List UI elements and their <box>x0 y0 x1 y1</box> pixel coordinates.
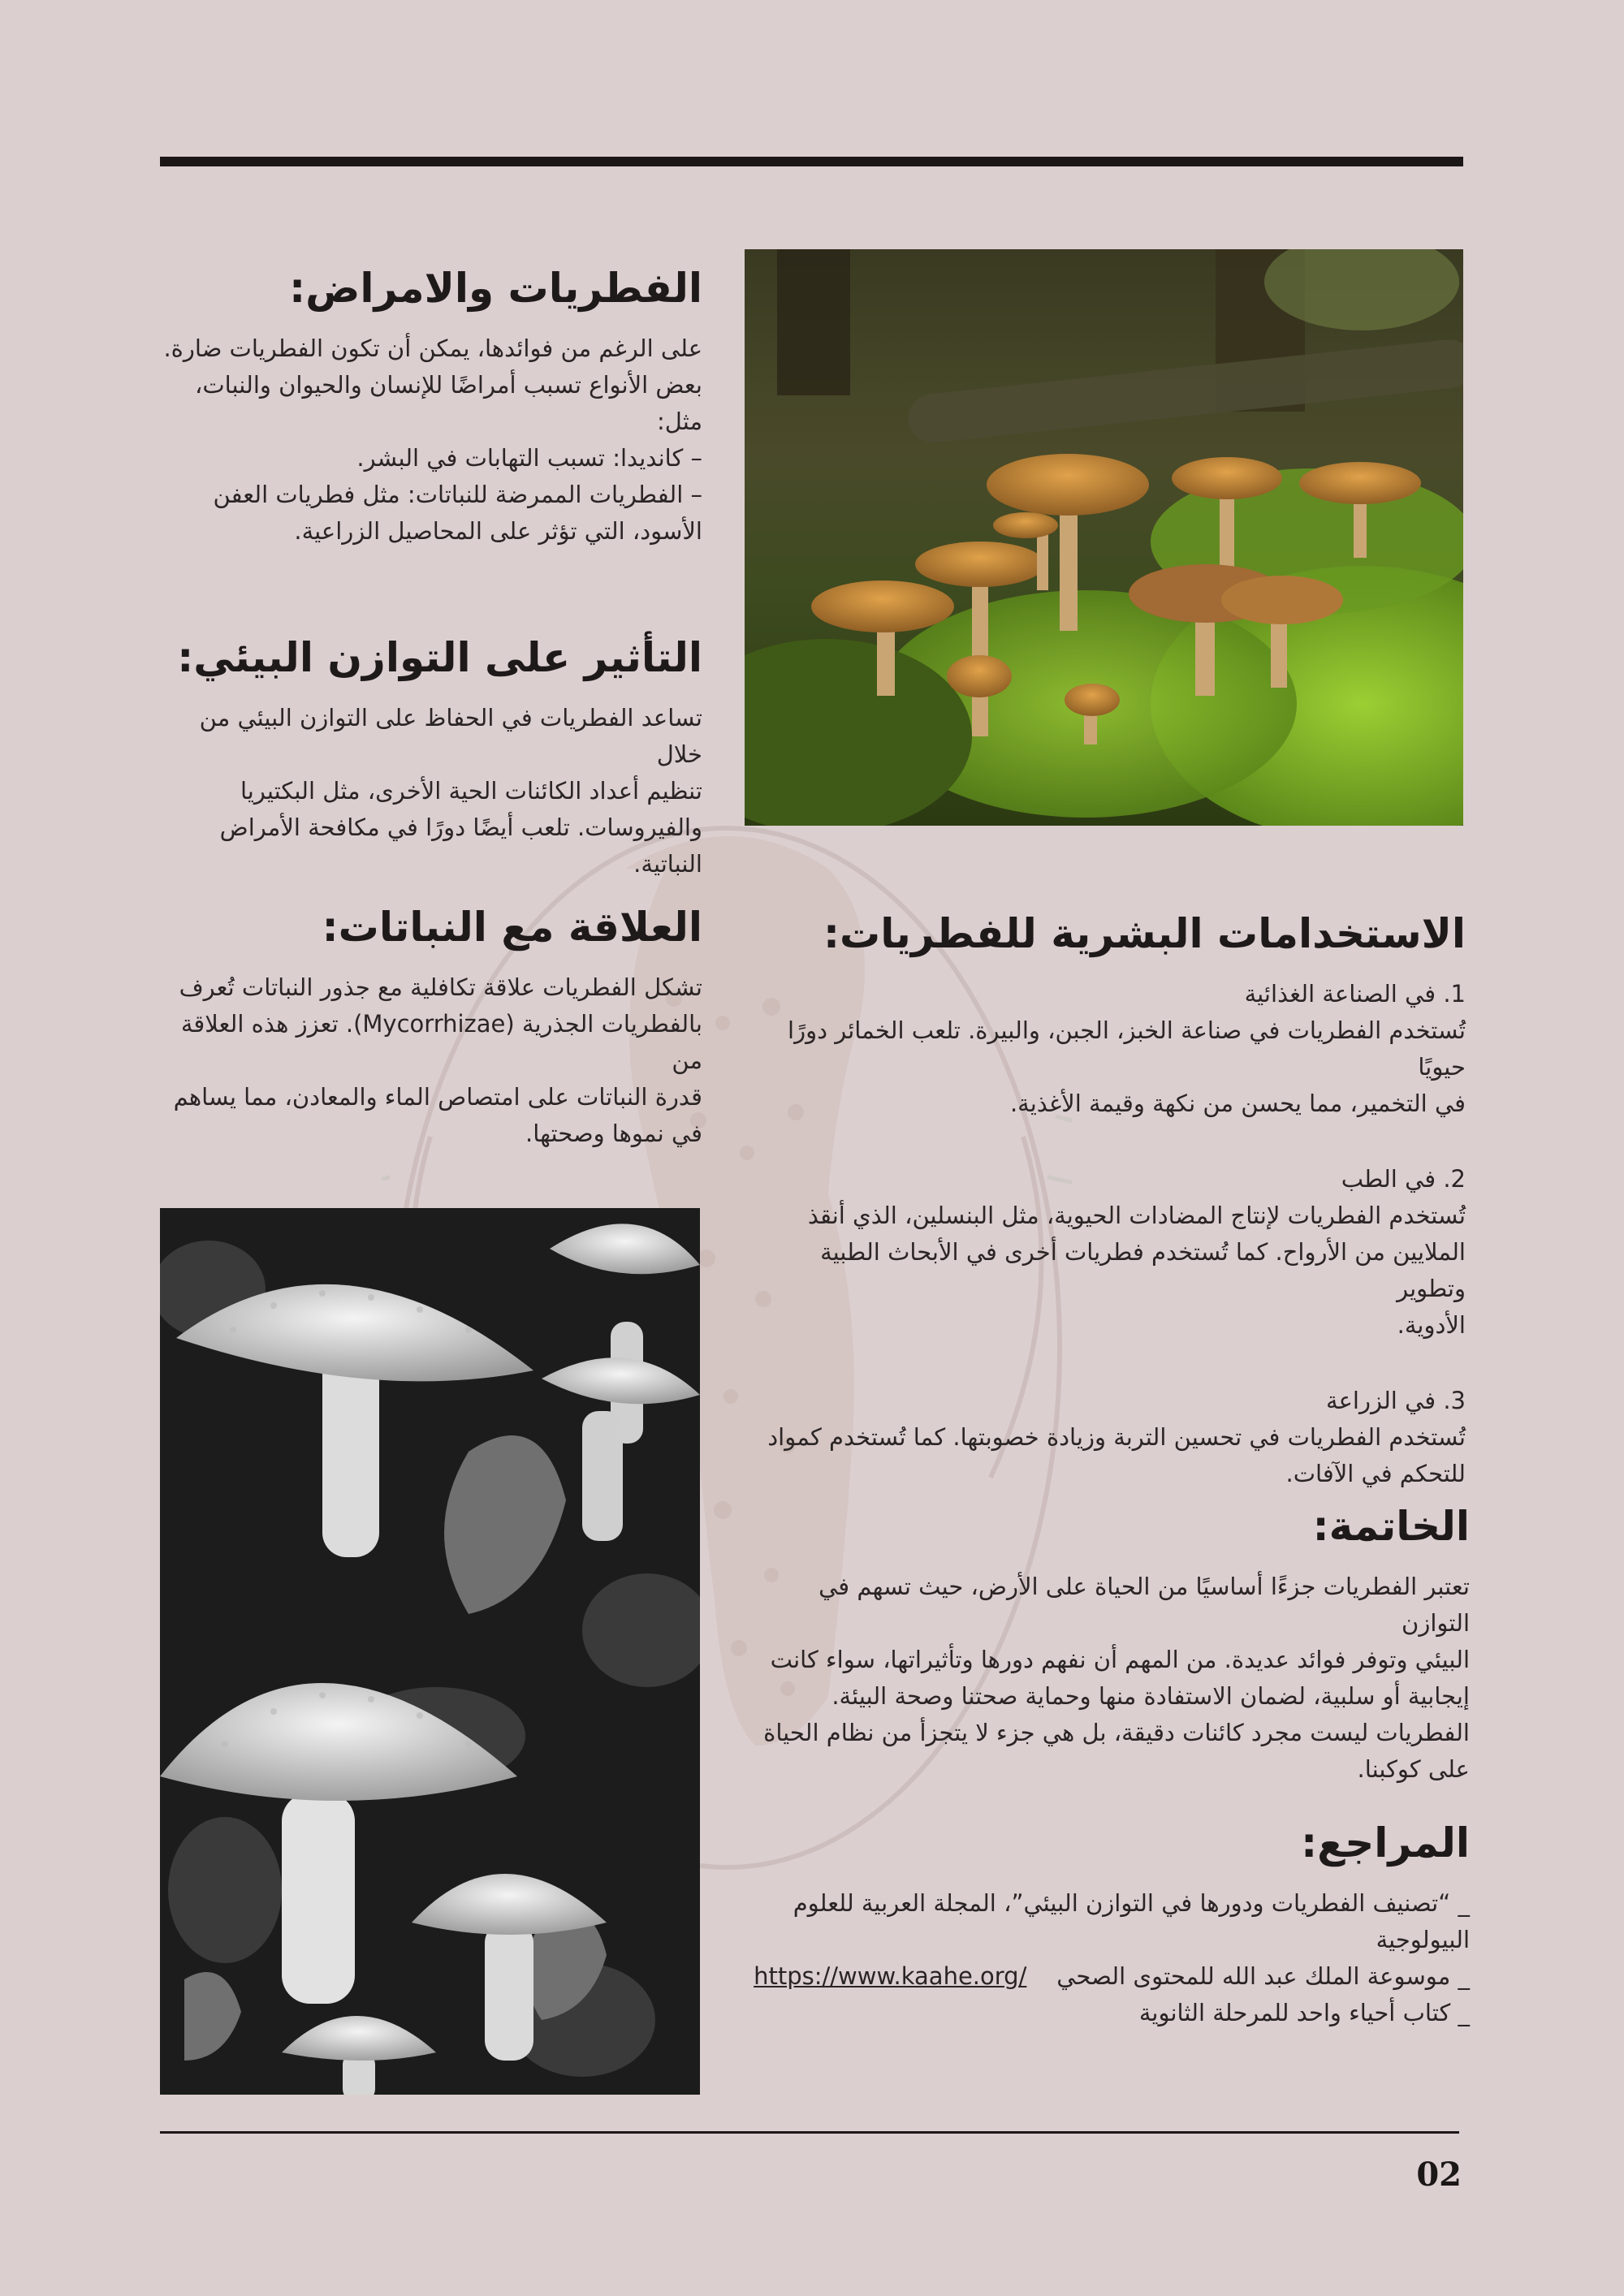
black-white-mushroom-illustration <box>160 1208 700 2095</box>
section-diseases <box>162 264 702 550</box>
reference-item-2 <box>751 1958 1470 1995</box>
paragraph-diseases: على الرغم من فوائدها، يمكن أن تكون الفطريات ضارة. بعض الأنواع تسبب أمراضًا للإنسان والحيوان والنبات، مثل: – كانديدا: تسبب التهابات في البشر. – الفطريات الممرضة للنباتات: مثل فطريات العفن الأسود، التي تؤثر على المحاصيل الزراعية. <box>163 334 702 545</box>
heading-conclusion: الخاتمة: <box>1312 1503 1470 1550</box>
mushrooms-on-moss-photo <box>745 249 1463 826</box>
page-number: 02 <box>1416 2156 1462 2194</box>
section-conclusion <box>751 1502 1470 1788</box>
reference-link-kaahe[interactable]: https://www.kaahe.org/ <box>754 1962 1027 1990</box>
use-item-agriculture: 3. في الزراعة تُستخدم الفطريات في تحسين التربة وزيادة خصوبتها. كما تُستخدم كمواد للتحكم في الآفات. <box>767 1387 1466 1487</box>
bottom-divider <box>160 2131 1459 2134</box>
use-item-food: 1. في الصناعة الغذائية تُستخدم الفطريات في صناعة الخبز، الجبن، والبيرة. تلعب الخمائر دورًا حيويًا في التخمير، مما يحسن من نكهة وقيمة الأغذية. <box>788 980 1466 1117</box>
top-divider <box>160 157 1463 166</box>
section-human-uses <box>751 909 1466 1531</box>
reference-item-2-text: _ موسوعة الملك عبد الله للمحتوى الصحي <box>1056 1962 1470 1990</box>
reference-item-1: _ “تصنيف الفطريات ودورها في التوازن البيئي”، المجلة العربية للعلوم البيولوجية <box>793 1889 1470 1953</box>
heading-plant-relation: العلاقة مع النباتات: <box>322 904 702 951</box>
heading-diseases: الفطريات والامراض: <box>289 265 702 312</box>
section-ecological-balance <box>162 633 702 883</box>
heading-human-uses: الاستخدامات البشرية للفطريات: <box>823 910 1466 957</box>
paragraph-plant-relation: تشكل الفطريات علاقة تكافلية مع جذور النباتات تُعرف بالفطريات الجذرية (Mycorrhizae). تعزز هذه العلاقة من قدرة النباتات على امتصاص الماء والمعادن، مما يساهم في نموها وصحتها. <box>173 973 702 1147</box>
heading-references: المراجع: <box>1301 1819 1470 1867</box>
use-item-medicine: 2. في الطب تُستخدم الفطريات لإنتاج المضادات الحيوية، مثل البنسلين، الذي أنقذ الملايين من الأرواح. كما تُستخدم فطريات أخرى في الأبحاث الطبية وتطوير الأدوية. <box>807 1165 1466 1339</box>
paragraph-conclusion: تعتبر الفطريات جزءًا أساسيًا من الحياة على الأرض، حيث تسهم في التوازن البيئي وتوفر فوائد عديدة. من المهم أن نفهم دورها وتأثيراتها، سواء كانت إيجابية أو سلبية، لضمان الاستفادة منها وحماية صحتنا وصحة البيئة. الفطريات ليست مجرد كائنات دقيقة، بل هي جزء لا يتجزأ من نظام الحياة على كوكبنا. <box>763 1573 1470 1783</box>
section-plant-relation <box>162 903 702 1152</box>
paragraph-ecological-balance: تساعد الفطريات في الحفاظ على التوازن البيئي من خلال تنظيم أعداد الكائنات الحية الأخرى، مثل البكتيريا والفيروسات. تلعب أيضًا دورًا في مكافحة الأمراض النباتية. <box>199 704 702 878</box>
section-references <box>751 1819 1470 2031</box>
heading-ecological-balance: التأثير على التوازن البيئي: <box>177 634 702 681</box>
reference-item-3: _ كتاب أحياء واحد للمرحلة الثانوية <box>1138 1999 1470 2026</box>
